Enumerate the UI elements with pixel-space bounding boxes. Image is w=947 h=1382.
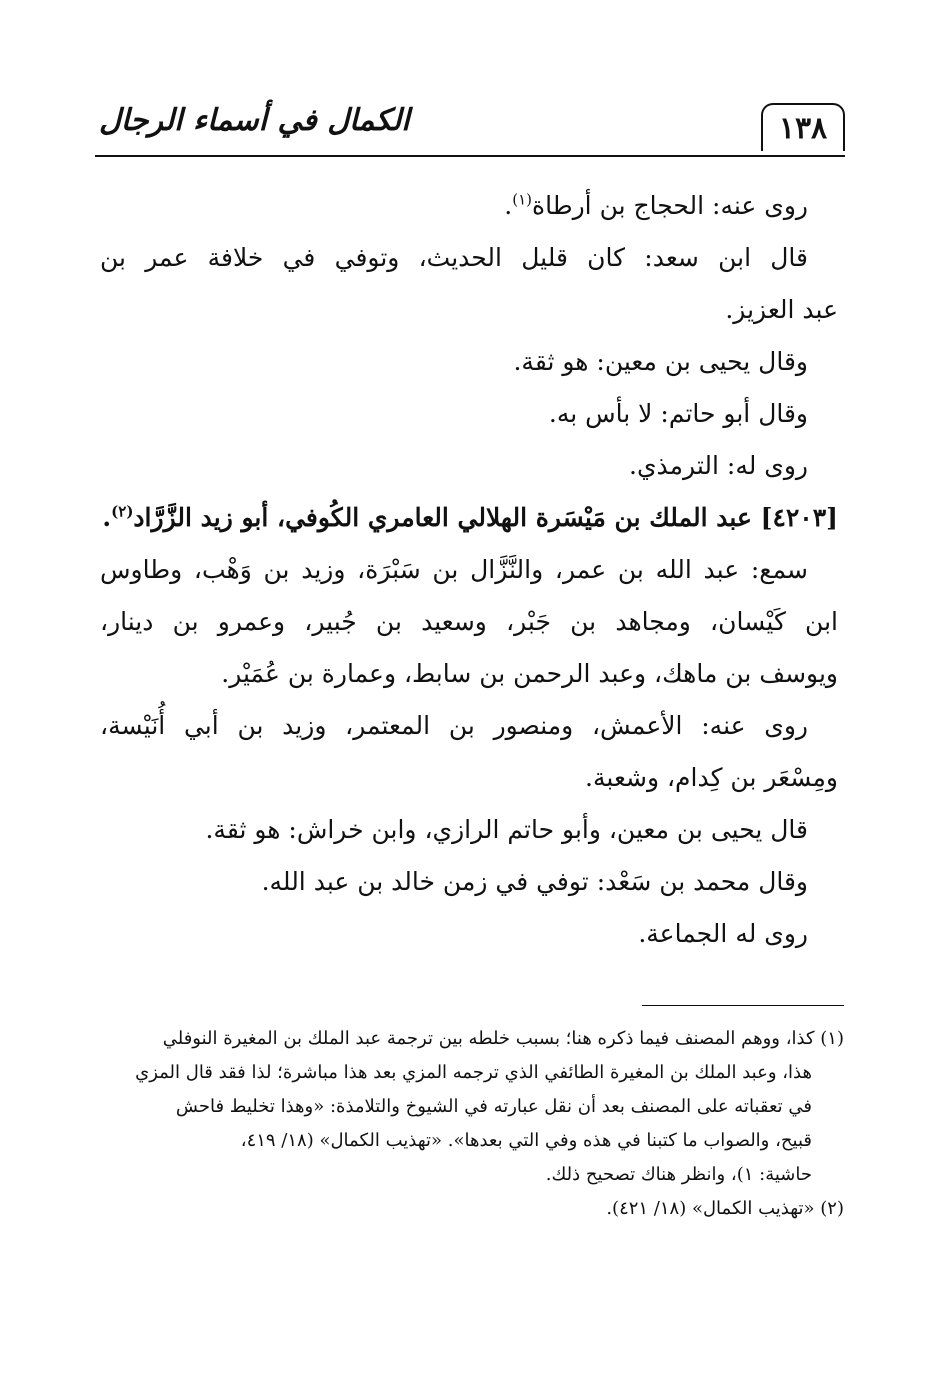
page-number: ١٣٨ bbox=[761, 103, 845, 151]
book-title: الكمال في أسماء الرجال bbox=[99, 103, 410, 138]
footnote-ref: (٢) bbox=[111, 502, 134, 521]
text-line: روى عنه: الأعمش، ومنصور بن المعتمر، وزيد بن أبي أُنَيْسة، bbox=[100, 711, 808, 740]
text-line: ابن كَيْسان، ومجاهد بن جَبْر، وسعيد بن جُبير، وعمرو بن دينار، bbox=[100, 607, 838, 636]
footnote-ref: (١) bbox=[512, 190, 532, 209]
footnote-line: (٢) «تهذيب الكمال» (١٨/ ٤٢١). bbox=[606, 1198, 844, 1219]
text-line: روى له الجماعة. bbox=[638, 919, 808, 948]
footnote-line: (١) كذا، ووهم المصنف فيما ذكره هنا؛ بسبب خلطه بين ترجمة عبد الملك بن المغيرة النوفلي bbox=[162, 1028, 844, 1049]
text-line bbox=[100, 180, 838, 232]
text-line: وقال أبو حاتم: لا بأس به. bbox=[548, 399, 808, 428]
entry-heading bbox=[100, 492, 838, 544]
footnote-rule bbox=[642, 1005, 844, 1006]
text-line: قال ابن سعد: كان قليل الحديث، وتوفي في خلافة عمر بن bbox=[100, 243, 808, 272]
text-span: [٤٢٠٣] عبد الملك بن مَيْسَرة الهلالي العامري الكُوفي، أبو زيد الزَّرَّاد bbox=[133, 503, 838, 532]
footnote-line: هذا، وعبد الملك بن المغيرة الطائفي الذي ترجمه المزي بعد هذا مباشرة؛ لذا فقد قال المزي bbox=[135, 1062, 812, 1083]
text-line: وقال يحيى بن معين: هو ثقة. bbox=[513, 347, 808, 376]
header-rule bbox=[95, 155, 845, 157]
footnote-line: قبيح، والصواب ما كتبنا في هذه وفي التي بعدها». «تهذيب الكمال» (١٨/ ٤١٩، bbox=[240, 1130, 812, 1151]
main-text bbox=[100, 180, 838, 960]
text-line: ويوسف بن ماهك، وعبد الرحمن بن سابط، وعمارة بن عُمَيْر. bbox=[221, 659, 838, 688]
text-span: . bbox=[504, 191, 513, 220]
footnote-line: في تعقباته على المصنف بعد أن نقل عبارته في الشيوخ والتلامذة: «وهذا تخليط فاحش bbox=[175, 1096, 812, 1117]
footnotes bbox=[100, 1022, 844, 1226]
text-line: ومِسْعَر بن كِدام، وشعبة. bbox=[585, 763, 838, 792]
page-header bbox=[95, 95, 845, 159]
text-line: سمع: عبد الله بن عمر، والنَّزَّال بن سَبْرَة، وزيد بن وَهْب، وطاوس bbox=[100, 555, 808, 584]
text-line: قال يحيى بن معين، وأبو حاتم الرازي، وابن خراش: هو ثقة. bbox=[205, 815, 808, 844]
text-line: عبد العزيز. bbox=[725, 295, 838, 324]
text-span: . bbox=[102, 503, 112, 532]
text-line: روى له: الترمذي. bbox=[629, 451, 808, 480]
footnote-line: حاشية: ١)، وانظر هناك تصحيح ذلك. bbox=[545, 1164, 812, 1185]
text-line: وقال محمد بن سَعْد: توفي في زمن خالد بن عبد الله. bbox=[261, 867, 808, 896]
text-span: روى عنه: الحجاج بن أرطاة bbox=[531, 191, 808, 220]
